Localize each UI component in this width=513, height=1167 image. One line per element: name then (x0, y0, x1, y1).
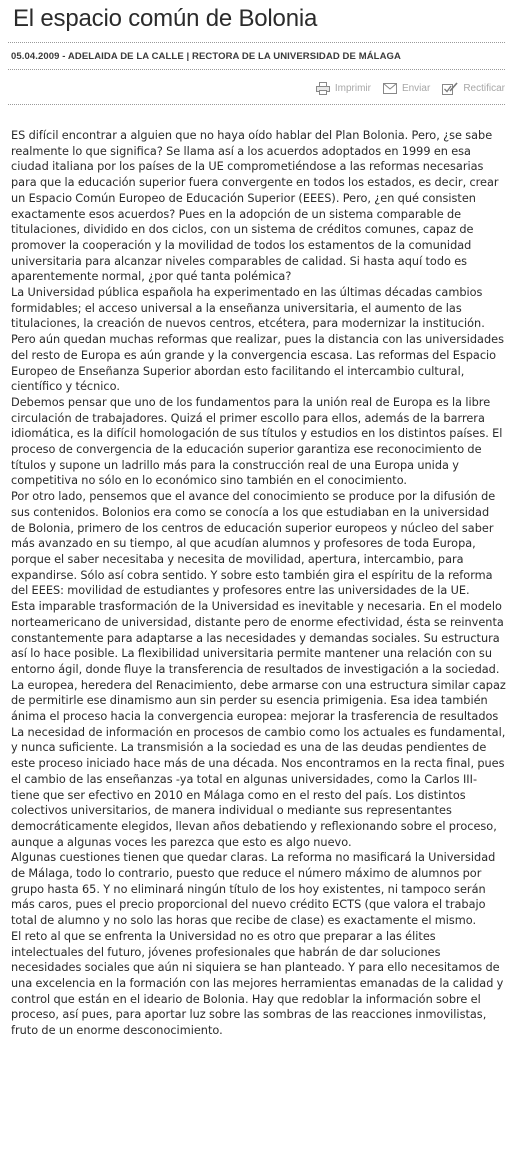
printer-icon (316, 82, 330, 95)
print-button[interactable] (316, 82, 371, 95)
article-paragraph: ES difícil encontrar a alguien que no haya oído hablar del Plan Bolonia. Pero, ¿se sabe realmente lo que significa? Se llama así a los acuerdos adoptados en 1999 en esa ciudad italiana por los países de la UE comprometiéndose a las reformas necesarias para que la educación superior fuera convergente en todos los estados, es decir, crear un Espacio Común Europeo de Educación Superior (EEES). Pero, ¿en qué consisten exactamente esos acuerdos? Pues en la adopción de un sistema comparable de titulaciones, dividido en dos ciclos, con un sistema de créditos comunes, capaz de promover la cooperación y la movilidad de todos los estamentos de la comunidad universitaria para alcanzar niveles comparables de calidad. Si hasta aquí todo es aparentemente normal, ¿por qué tanta polémica? (11, 129, 499, 284)
pencil-check-icon (442, 82, 458, 95)
correct-button[interactable] (442, 82, 505, 95)
correct-label: Rectificar (463, 83, 505, 94)
article-byline: 05.04.2009 - ADELAIDA DE LA CALLE | RECTORA DE LA UNIVERSIDAD DE MÁLAGA (11, 51, 401, 62)
article-paragraph: Algunas cuestiones tienen que quedar claras. La reforma no masificará la Universidad de Málaga, todo lo contrario, puesto que reduce el número máximo de alumnos por grupo hasta 65. Y no eliminará ningún título de los hoy existentes, ni tampoco serán más caros, pues el precio proporcional del nuevo crédito ECTS (que valora el trabajo total de alumno y no solo las horas que recibe de clase) es exactamente el mismo. (11, 851, 496, 928)
article-paragraph: Debemos pensar que uno de los fundamentos para la unión real de Europa es la libre circulación de trabajadores. Quizá el primer escollo para ellos, además de la barrera idiomática, es la difícil homologación de sus títulos y estudios en los distintos países. El proceso de convergencia de la educación superior garantiza ese reconocimiento de títulos y supone un ladrillo más para la construcción real de una Europa unida y competitiva no sólo en lo económico sino también en el conocimiento. (11, 395, 503, 488)
article-paragraph: La necesidad de información en procesos de cambio como los actuales es fundamental, y nunca suficiente. La transmisión a la sociedad es una de las deudas pendientes de este proceso iniciado hace más de una década. Nos encontramos en la recta final, pues el cambio de las enseñanzas -ya total en algunas universidades, como la Carlos III- tiene que ser efectivo en 2010 en Málaga como en el resto del país. Los distintos colectivos universitarios, de manera individual o mediante sus representantes democráticamente elegidos, llevan años debatiendo y reflexionando sobre el proceso, aunque a algunas voces les parezca que esto es algo nuevo. (11, 725, 506, 849)
article-body (11, 128, 506, 1039)
print-label: Imprimir (334, 83, 371, 94)
envelope-icon (383, 83, 397, 94)
send-button[interactable] (383, 82, 430, 95)
send-label: Enviar (401, 83, 431, 94)
article-paragraph: La Universidad pública española ha experimentado en las últimas décadas cambios formidables; el acceso universal a la enseñanza universitaria, el aumento de las titulaciones, la creación de nuevos centros, etcétera, para modernizar la institución. Pero aún quedan muchas reformas que realizar, pues la distancia con las universidades del resto de Europa es aún grande y la convergencia escasa. Las reformas del Espacio Europeo de Enseñanza Superior abordan esto facilitando el intercambio cultural, científico y técnico. (11, 286, 504, 394)
toolbar-divider (8, 104, 505, 105)
article-title: El espacio común de Bolonia (13, 5, 318, 32)
article-paragraph: El reto al que se enfrenta la Universidad no es otro que preparar a las élites intelectuales del futuro, jóvenes profesionales que habrán de dar soluciones necesidades sociales que aún ni siquiera se han planteado. Y para ello necesitamos de una excelencia en la formación con las mejores herramientas emanadas de la calidad y control que están en el ideario de Bolonia. Hay que redoblar la información sobre el proceso, así pues, para aportar luz sobre las sombras de las reacciones inmovilistas, fruto de un enorme desconocimiento. (11, 929, 504, 1038)
title-divider (8, 42, 505, 43)
byline-divider (8, 69, 505, 70)
article-paragraph: Esta imparable trasformación de la Universidad es inevitable y necesaria. En el modelo norteamericano de universidad, distante pero de enorme efectividad, ésta se reinventa constantemente para adaptarse a las necesidades y demandas sociales. Su estructura así lo hace posible. La flexibilidad universitaria permite mantener una relación con su entorno ágil, donde fluye la transferencia de resultados de investigación a la sociedad. La europea, heredera del Renacimiento, debe armarse con una estructura similar capaz de permitirle ese dinamismo aun sin perder su esencia primigenia. Esa idea también ánima el proceso hacia la convergencia europea: mejorar la trasferencia de resultados (11, 600, 506, 724)
article-toolbar (316, 82, 505, 95)
article-paragraph: Por otro lado, pensemos que el avance del conocimiento se produce por la difusión de sus contenidos. Bolonios era como se conocía a los que estudiaban en la universidad de Bolonia, primero de los centros de educación superior europeos y núcleo del saber más avanzado en su tiempo, al que acudían alumnos y profesores de toda Europa, porque el saber necesitaba y necesita de movilidad, apertura, intercambio, para expandirse. Sólo así cobra sentido. Y sobre esto también gira el espíritu de la reforma del EEES: movilidad de estudiantes y profesores entre las universidades de la UE. (11, 490, 496, 598)
